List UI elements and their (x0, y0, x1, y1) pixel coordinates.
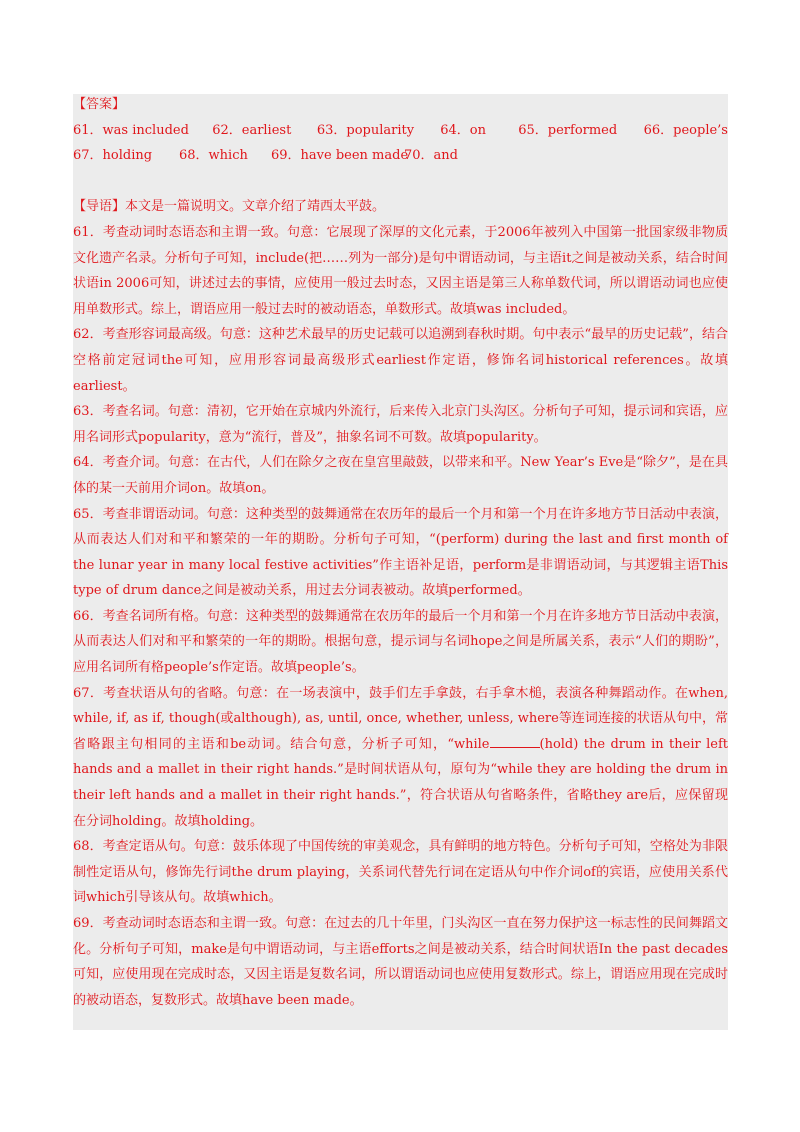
explanation-69: 69．考查动词时态语态和主谓一致。句意：在过去的几十年里，门头沟区一直在努力保护这一标志性的民间舞蹈文化。分析句子可知，make是句中谓语动词，与主语efforts之间是被动关系，结合时间状语In the past decades可知，应使用现在完成时态，又因主语是复数名词，所以谓语动词也应使用复数形式。综上，谓语应用现在完成时的被动语态，复数形式。故填have been made。 (73, 916, 728, 1008)
answer-row-1 (73, 118, 728, 144)
explanation-67-part-2: (hold) the drum in their left hands and a mallet in their right hands.”是时间状语从句，原句为“while they are holding the drum in their left hands and a mallet in their right hands.”，符合状语从句省略条件，省略they are后，应保留现在分词holding。故填holding。 (73, 736, 728, 829)
answer-header: 【答案】 (73, 97, 126, 112)
answer-63: 63．popularity (316, 122, 415, 138)
answer-62: 62．earliest (212, 122, 292, 138)
answer-70: 70．and (404, 148, 458, 164)
answer-key (73, 118, 728, 169)
explanation-67-part-1: 67．考查状语从句的省略。句意：在一场表演中，鼓手们左手拿鼓，右手拿木槌，表演各种舞蹈动作。在when, while, if, as if, though(或although), as, until, once, whether, unless, where等连词连接的状语从句中，常省略跟主句相同的主语和be动词。结合句意，分析子可知，“while (73, 685, 728, 752)
explanation-65: 65．考查非谓语动词。句意：这种类型的鼓舞通常在农历年的最后一个月和第一个月在许多地方节日活动中表演，从而表达人们对和平和繁荣的一年的期盼。分析句子可知，“(perform) during the last and first month of the lunar year in many local festive activities”作主语补足语，perform是非谓语动词，与其逻辑主语This type of drum dance之间是被动关系，用过去分词表被动。故填performed。 (73, 506, 728, 599)
answer-66: 66．people’s (643, 122, 728, 138)
explanation-66: 66．考查名词所有格。句意：这种类型的鼓舞通常在农历年的最后一个月和第一个月在许多地方节日活动中表演，从而表达人们对和平和繁荣的一年的期盼。根据句意，提示词与名词hope之间是所属关系，表示“人们的期盼”，应用名词所有格people’s作定语。故填people’s。 (73, 608, 728, 676)
explanation-62: 62．考查形容词最高级。句意：这种艺术最早的历史记载可以追溯到春秋时期。句中表示“最早的历史记载”，结合空格前定冠词the可知，应用形容词最高级形式earliest作定语，修饰名词historical references。故填earliest。 (73, 327, 728, 394)
spacer (73, 169, 728, 195)
answer-64: 64．on (440, 122, 486, 138)
explanation-61: 61．考查动词时态语态和主谓一致。句意：它展现了深厚的文化元素，于2006年被列入中国第一批国家级非物质文化遗产名录。分析句子可知，include(把……列为一部分)是句中谓语动词，与主语it之间是被动关系，结合时间状语in 2006可知，讲述过去的事情，应使用一般过去时态，又因主语是第三人称单数代词，所以谓语动词也应使用单数形式。综上，谓语应用一般过去时的被动语态，单数形式。故填was included。 (73, 224, 728, 317)
answer-content (73, 92, 728, 1013)
intro-paragraph: 【导语】本文是一篇说明文。文章介绍了靖西太平鼓。 (73, 199, 386, 215)
answer-row-2 (73, 143, 728, 169)
answer-61: 61．was included (73, 122, 189, 138)
explanation-63: 63．考查名词。句意：清初，它开始在京城内外流行，后来传入北京门头沟区。分析句子可知，提示词和宾语，应用名词形式popularity，意为“流行，普及”，抽象名词不可数。故填popularity。 (73, 404, 728, 445)
fill-in-blank (490, 736, 540, 748)
answer-65: 65．performed (518, 122, 618, 138)
explanation-64: 64．考查介词。句意：在古代，人们在除夕之夜在皇宫里敲鼓，以带来和平。New Year’s Eve是“除夕”，是在具体的某一天前用介词on。故填on。 (73, 455, 728, 496)
answer-67: 67．holding (73, 148, 153, 164)
answer-68: 68．which (179, 148, 248, 164)
explanation-67 (73, 681, 728, 835)
answer-69: 69．have been made (271, 148, 409, 164)
explanation-68: 68．考查定语从句。句意：鼓乐体现了中国传统的审美观念，具有鲜明的地方特色。分析句子可知，空格处为非限制性定语从句，修饰先行词the drum playing，关系词代替先行词在定语从句中作介词of的宾语，应使用关系代词which引导该从句。故填which。 (73, 839, 728, 906)
